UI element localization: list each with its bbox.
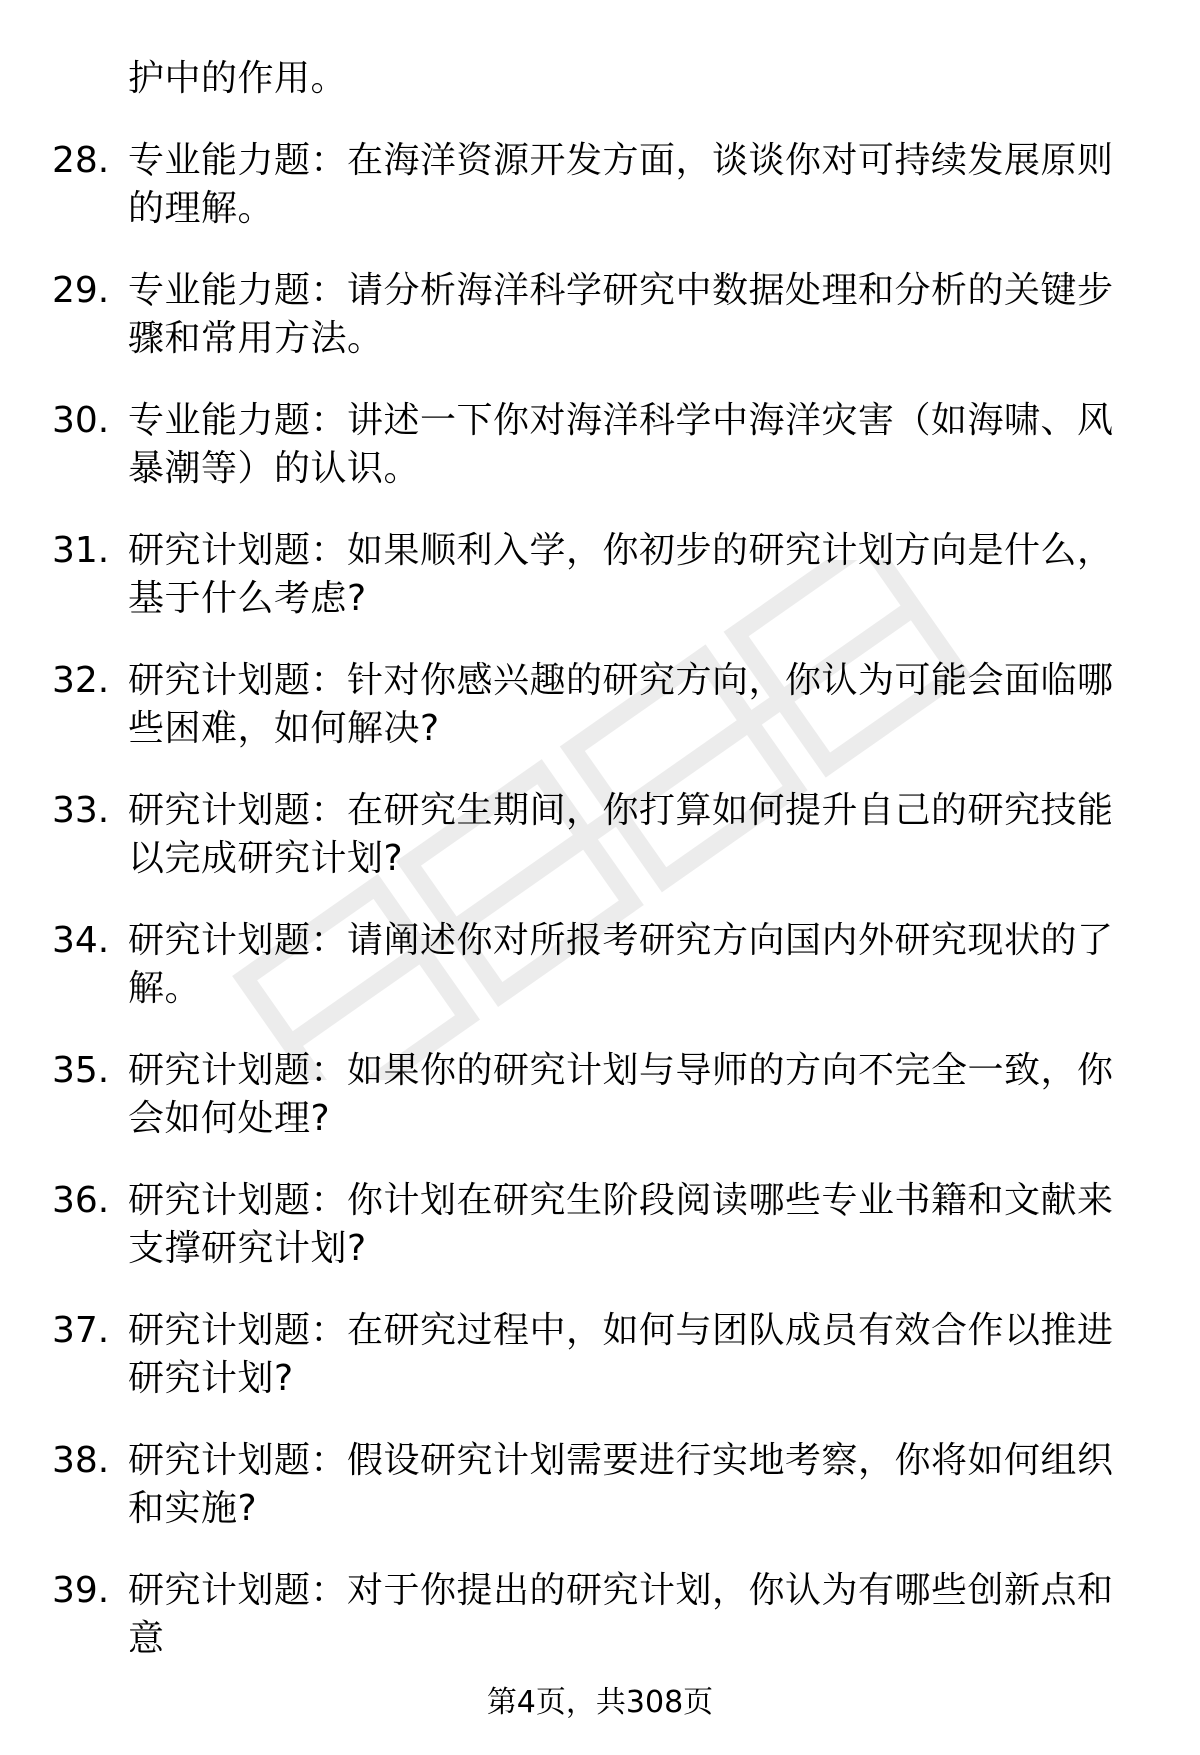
question-number: 32. bbox=[52, 660, 110, 701]
question-number: 29. bbox=[52, 270, 110, 311]
question-item bbox=[0, 527, 1138, 623]
question-number: 39. bbox=[52, 1570, 110, 1611]
question-number: 33. bbox=[52, 790, 110, 831]
question-text: 研究计划题：假设研究计划需要进行实地考察，你将如何组织和实施? bbox=[128, 1440, 1114, 1529]
question-item bbox=[0, 1047, 1138, 1143]
question-text: 专业能力题：请分析海洋科学研究中数据处理和分析的关键步骤和常用方法。 bbox=[128, 270, 1114, 359]
question-text: 研究计划题：如果你的研究计划与导师的方向不完全一致，你会如何处理? bbox=[128, 1050, 1114, 1139]
question-text: 专业能力题：讲述一下你对海洋科学中海洋灾害（如海啸、风暴潮等）的认识。 bbox=[128, 400, 1114, 489]
question-text: 专业能力题：在海洋资源开发方面，谈谈你对可持续发展原则的理解。 bbox=[128, 140, 1114, 229]
question-number: 35. bbox=[52, 1050, 110, 1091]
question-number: 38. bbox=[52, 1440, 110, 1481]
question-text: 研究计划题：对于你提出的研究计划，你认为有哪些创新点和意 bbox=[128, 1570, 1114, 1659]
question-item bbox=[0, 787, 1138, 883]
question-item bbox=[0, 657, 1138, 753]
question-number: 34. bbox=[52, 920, 110, 961]
page-footer: 第4页，共308页 bbox=[486, 1685, 714, 1720]
continuation-item bbox=[0, 55, 1138, 103]
question-item bbox=[0, 397, 1138, 493]
question-text: 研究计划题：针对你感兴趣的研究方向，你认为可能会面临哪些困难，如何解决? bbox=[128, 660, 1114, 749]
question-number: 28. bbox=[52, 140, 110, 181]
question-item bbox=[0, 1177, 1138, 1273]
continuation-text: 护中的作用。 bbox=[128, 58, 348, 99]
question-text: 研究计划题：在研究过程中，如何与团队成员有效合作以推进研究计划? bbox=[128, 1310, 1114, 1399]
question-list bbox=[0, 55, 1200, 1697]
question-item bbox=[0, 1437, 1138, 1533]
question-item bbox=[0, 1567, 1138, 1663]
question-text: 研究计划题：你计划在研究生阶段阅读哪些专业书籍和文献来支撑研究计划? bbox=[128, 1180, 1114, 1269]
question-number: 36. bbox=[52, 1180, 110, 1221]
question-number: 30. bbox=[52, 400, 110, 441]
question-item bbox=[0, 137, 1138, 233]
question-text: 研究计划题：如果顺利入学，你初步的研究计划方向是什么，基于什么考虑? bbox=[128, 530, 1114, 619]
question-number: 31. bbox=[52, 530, 110, 571]
question-text: 研究计划题：在研究生期间，你打算如何提升自己的研究技能以完成研究计划? bbox=[128, 790, 1114, 879]
question-item bbox=[0, 267, 1138, 363]
question-text: 研究计划题：请阐述你对所报考研究方向国内外研究现状的了解。 bbox=[128, 920, 1114, 1009]
question-item bbox=[0, 1307, 1138, 1403]
question-number: 37. bbox=[52, 1310, 110, 1351]
question-item bbox=[0, 917, 1138, 1013]
